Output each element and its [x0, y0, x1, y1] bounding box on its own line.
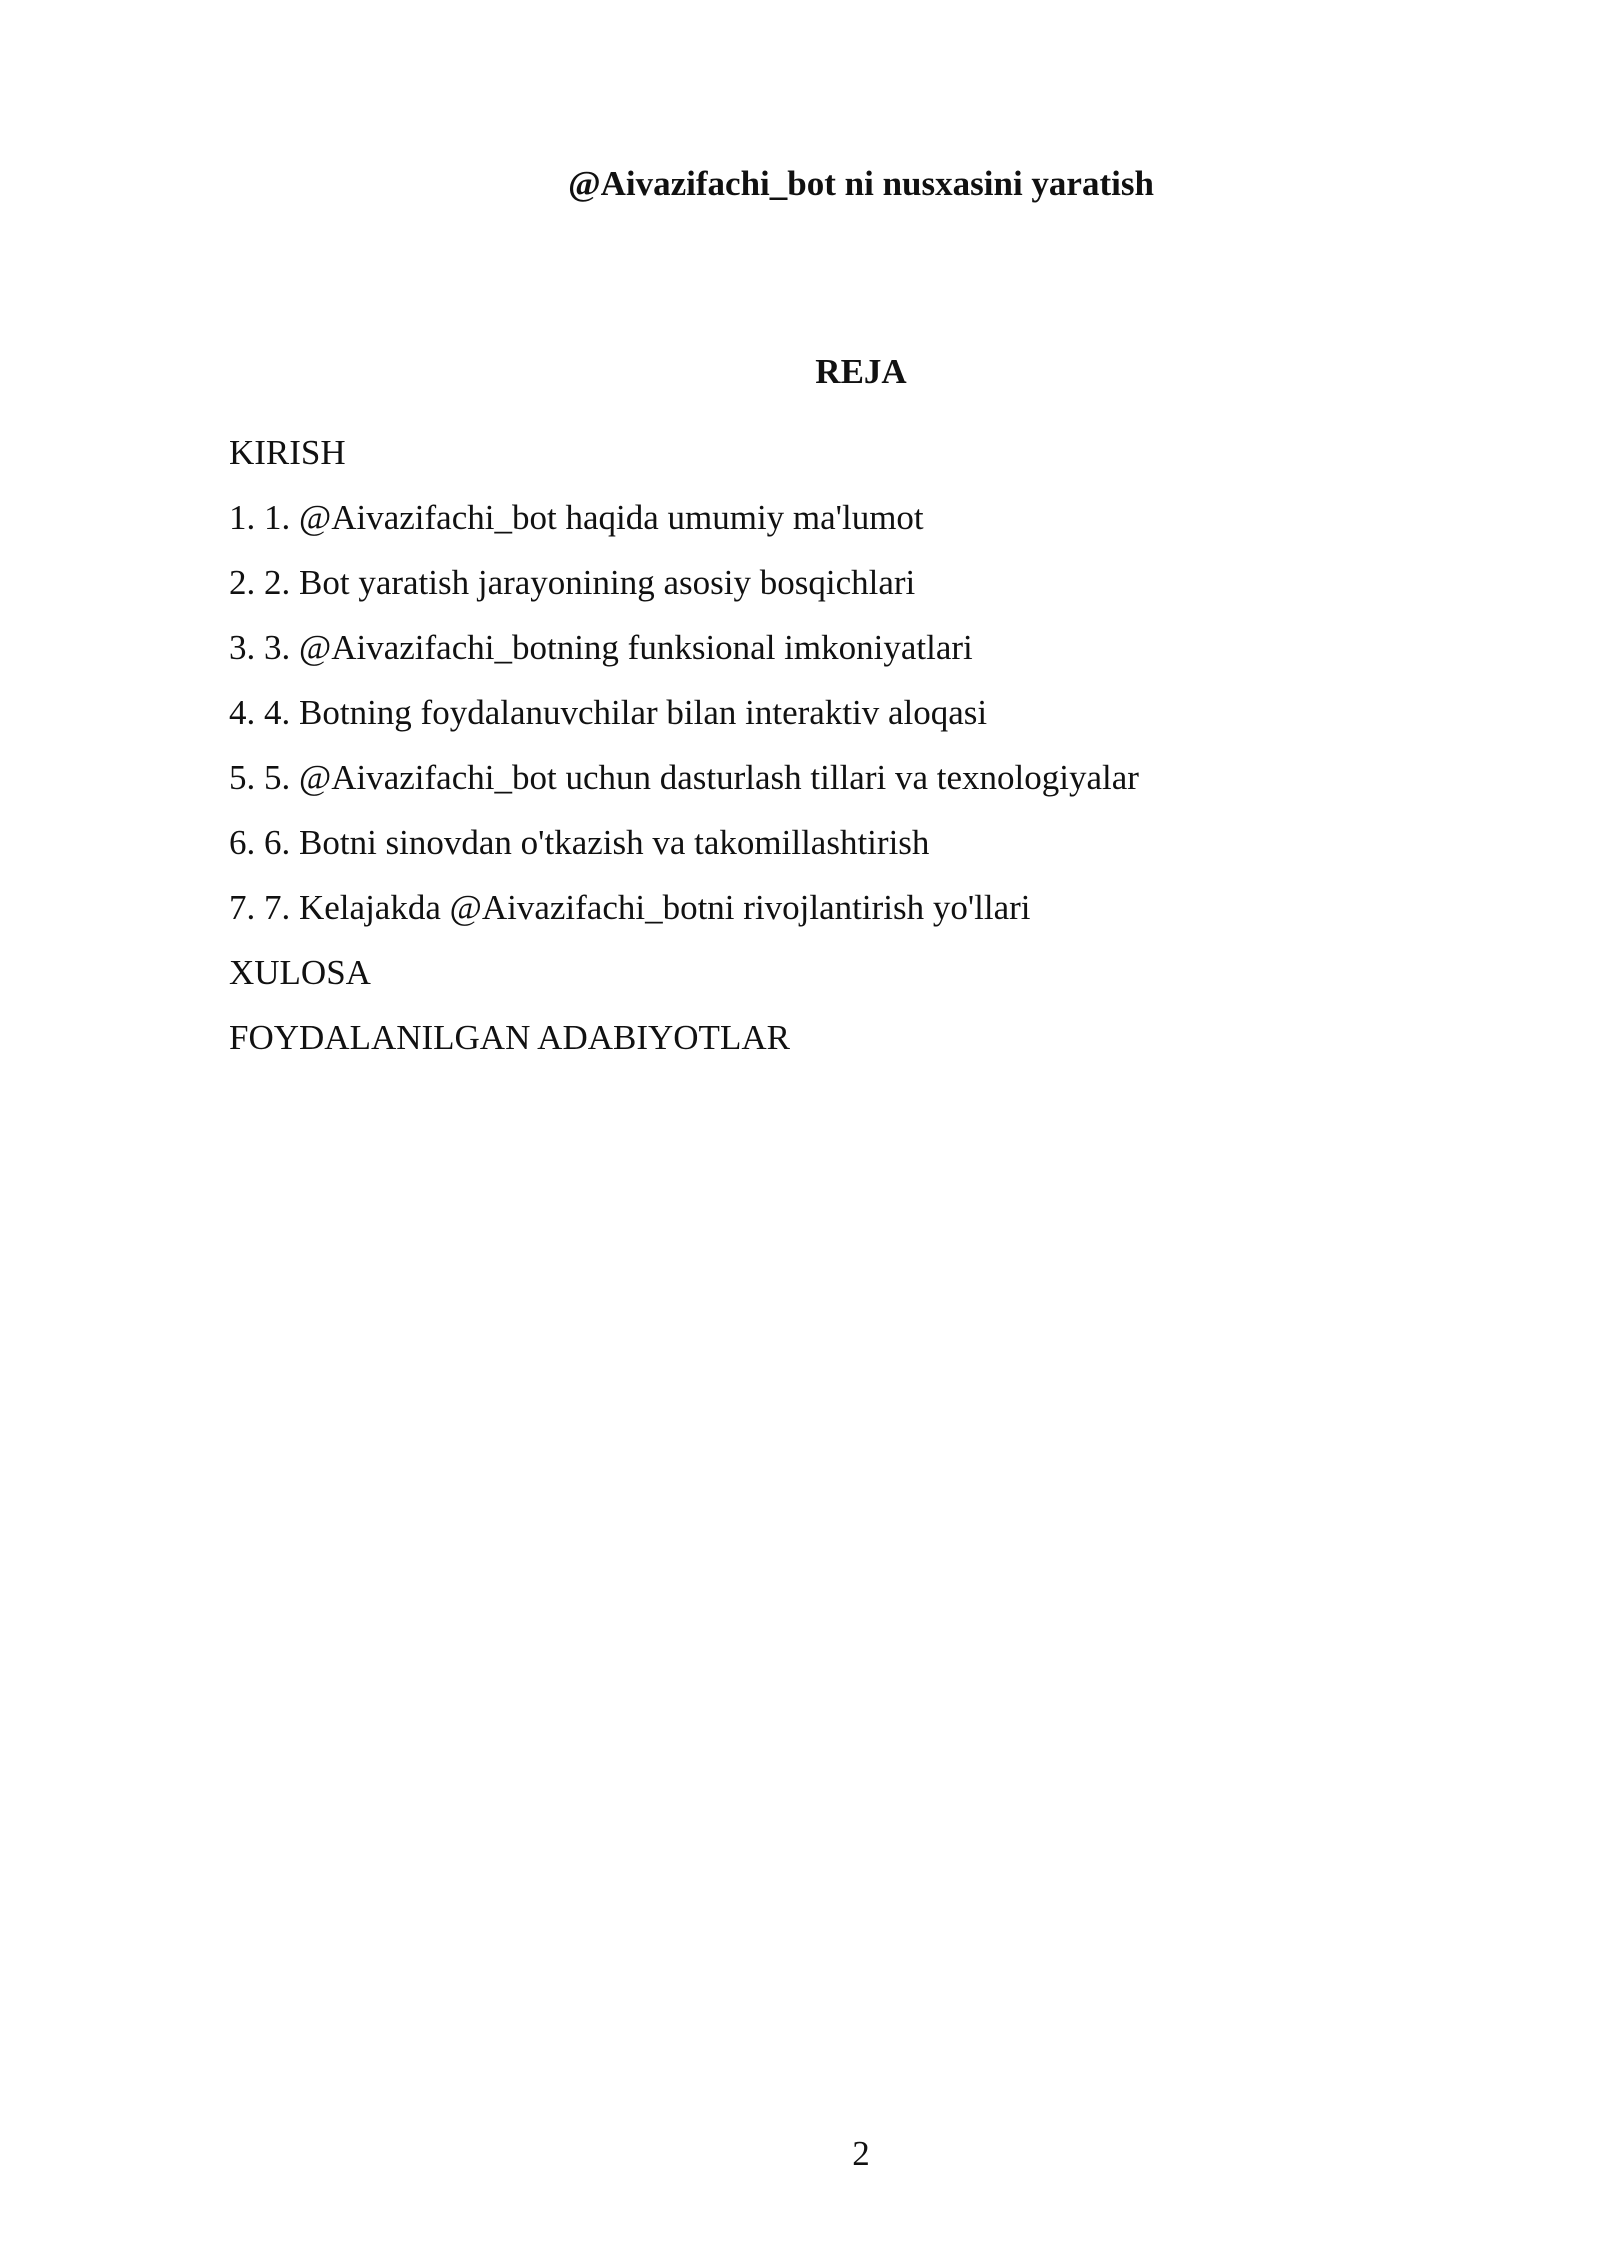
plan-item-7: 7. 7. Kelajakda @Aivazifachi_botni rivojlantirish yo'llari — [229, 888, 1031, 927]
plan-item-1: 1. 1. @Aivazifachi_bot haqida umumiy ma'lumot — [229, 498, 924, 537]
page-number: 2 — [852, 2134, 870, 2173]
plan-item-introduction: KIRISH — [229, 433, 346, 472]
plan-item-4: 4. 4. Botning foydalanuvchilar bilan interaktiv aloqasi — [229, 693, 988, 732]
document-title: @Aivazifachi_bot ni nusxasini yaratish — [568, 164, 1154, 203]
plan-item-3: 3. 3. @Aivazifachi_botning funksional imkoniyatlari — [229, 628, 973, 667]
plan-item-5: 5. 5. @Aivazifachi_bot uchun dasturlash tillari va texnologiyalar — [229, 758, 1139, 797]
plan-item-conclusion: XULOSA — [229, 953, 371, 992]
plan-list — [229, 420, 1529, 1070]
plan-item-references: FOYDALANILGAN ADABIYOTLAR — [229, 1018, 790, 1057]
plan-heading: REJA — [815, 352, 907, 391]
plan-item-2: 2. 2. Bot yaratish jarayonining asosiy bosqichlari — [229, 563, 916, 602]
plan-item-6: 6. 6. Botni sinovdan o'tkazish va takomillashtirish — [229, 823, 930, 862]
